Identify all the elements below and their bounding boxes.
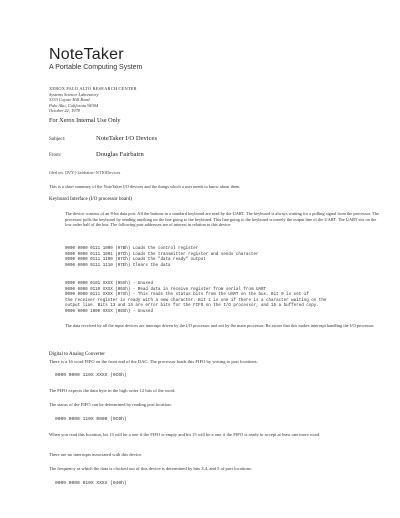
keyboard-port-list-2	[65, 282, 326, 316]
doc-subtitle: A Portable Computing System	[49, 64, 143, 71]
from-label: From:	[49, 153, 62, 158]
analog-heading: Digital to Analog Converter	[49, 352, 105, 357]
port-line: 0000 0000 0111 1000 (07Bh) Loads the control register	[65, 247, 199, 251]
analog-port-2: 0000 0000 110X 0000 (0C0h)	[55, 417, 127, 422]
filed-reference: filed on: [IVY]<fairbairn>NTIODevices	[49, 170, 121, 175]
keyboard-trailer: The data received by all the input devices are interrupt driven by the I/O processor and not by the main processor. Be aware that this makes interrupt handling the I/O processor.	[65, 323, 375, 328]
analog-p4: When you read this location, bit 13 will be a one if the FIFO is empty and bit 15 will be a one if the FIFO is ready to accept at least one more word.	[49, 432, 321, 437]
analog-port-3: 0000 0000 010X XXXX (040h)	[55, 481, 127, 486]
analog-p2: The FIFO expects the data byte in the high order 12 bits of the word.	[49, 388, 176, 393]
port-line: the receiver register is ready with a new character. Bit 1 is one if there is a character waiting on the	[65, 298, 327, 303]
subject-label: Subject:	[49, 137, 66, 142]
keyboard-paragraph: The device consists of an 8-bit data port. All the buttons in a standard keyboard are read by the UART. The keyboard is always waiting for a polling signal from the processor. The processor polls the keyboard by sending anything on the line going to the keyboard. This line going to the keyboard is merely the output line of the UART. The UART sits on the low order half of the bus. The following port addresses are of interest in relation to this device:	[65, 211, 379, 228]
address-line: 3333 Coyote Hill Road	[49, 97, 90, 103]
address-line: Systems Science Laboratory	[49, 91, 99, 97]
address-block	[49, 86, 137, 114]
subject-value: NoteTaker I/O Devices	[96, 135, 158, 142]
address-date: October 22, 1978	[49, 108, 80, 114]
intro-paragraph: This is a short summary of the NoteTaker I/O devices and the things which a user needs to know about them.	[49, 184, 241, 189]
internal-use-notice: For Xerox Internal Use Only	[49, 117, 121, 124]
doc-title: NoteTaker	[49, 46, 124, 63]
port-line: 0000 0000 0101 XXXX (05Xh) - Unused	[65, 282, 153, 286]
port-line: 0000 0000 0111 1001 (07Ch) Loads the transmitter register and sends character	[65, 252, 259, 257]
keyboard-port-list	[65, 247, 259, 269]
port-line: 0000 0000 0111 1110 (07Eh) Clears the data	[65, 263, 171, 268]
analog-port-1: 0000 0000 110X XXXX (0C0h)	[55, 373, 127, 378]
port-line: output line. Bits 13 and 14 are error bits for the FIFO on the I/O processor, and 15 a buffered copy.	[65, 304, 319, 309]
keyboard-heading: Keyboard Interface (I/O processor board)	[49, 197, 133, 202]
analog-p6: The frequency at which the data is clocked out of this device is determined by bits 3,4, and 5 of port locations:	[49, 466, 252, 471]
analog-p1: There is a 16 word FIFO on the front end of the DAC. The processor loads this FIFO by writing to port locations:	[49, 359, 258, 364]
from-row	[49, 151, 144, 158]
analog-p3: The status of the FIFO can be determined by reading port location:	[49, 402, 172, 407]
subject-row	[49, 135, 157, 142]
port-line: 0000 0000 1000 XXXX (08Xh) - Unused	[65, 309, 153, 314]
port-line: 0000 0000 0111 XXXX (07Xh) - This reads the status bits from the UART on the bus. Bit 0 is set if	[65, 293, 309, 298]
address-line: XEROX PALO ALTO RESEARCH CENTER	[49, 86, 137, 91]
from-value: Douglas Fairbairn	[96, 151, 144, 158]
analog-p5: There are no interrupts associated with this device.	[49, 452, 143, 457]
address-line: Palo Alto, California 94304	[49, 102, 99, 108]
port-line: 0000 0000 0111 1100 (07Ch) Loads the "data ready" output	[65, 258, 206, 263]
port-line: 0000 0000 0110 XXXX (06Xh) - Read data in receive register from serial from UART	[65, 287, 267, 292]
